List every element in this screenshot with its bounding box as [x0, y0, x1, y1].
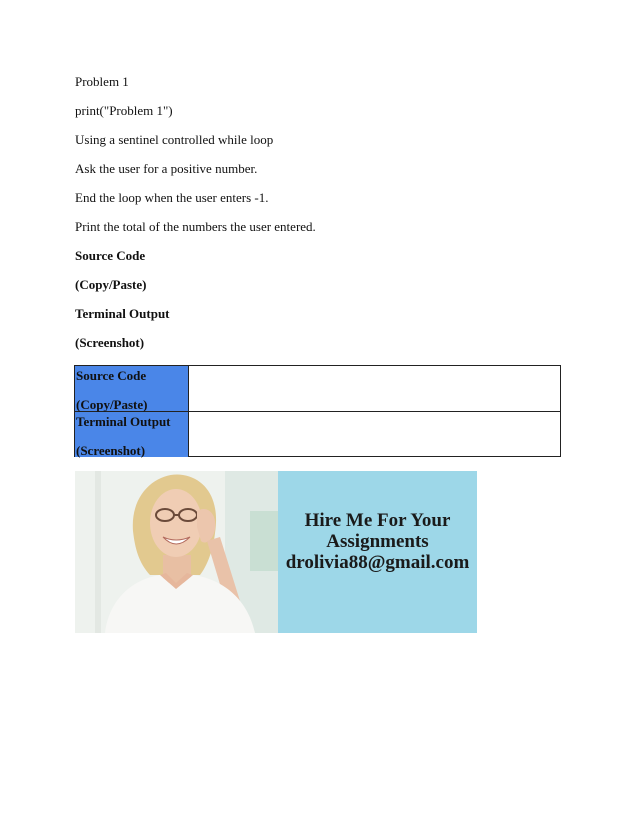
terminal-output-label: Terminal Output — [75, 306, 170, 321]
source-code-label: Source Code — [75, 248, 146, 263]
woman-illustration — [75, 471, 278, 633]
instruction-end: End the loop when the user enters -1. — [75, 190, 269, 205]
copy-paste-label: (Copy/Paste) — [75, 277, 147, 292]
table-label-title: Terminal Output — [76, 414, 171, 429]
print-statement: print("Problem 1") — [75, 103, 173, 118]
ad-line-assignments: Assignments — [326, 531, 429, 552]
table-label-title: Source Code — [76, 368, 147, 383]
table-answer-cell[interactable] — [190, 366, 560, 411]
woman-photo — [75, 471, 278, 633]
ad-text — [278, 510, 477, 573]
instruction-ask: Ask the user for a positive number. — [75, 161, 258, 176]
table-row-terminal-output — [75, 412, 560, 457]
ad-text-panel — [278, 471, 477, 633]
table-label-cell — [75, 412, 189, 457]
table-label-cell — [75, 366, 189, 411]
table-label-subtitle: (Copy/Paste) — [76, 397, 148, 412]
instruction-print: Print the total of the numbers the user entered. — [75, 219, 316, 234]
advertisement-banner — [75, 471, 477, 633]
ad-email: drolivia88@gmail.com — [285, 552, 470, 573]
problem-heading: Problem 1 — [75, 74, 129, 89]
table-row-source-code — [75, 366, 560, 412]
answer-table — [74, 365, 561, 457]
screenshot-label: (Screenshot) — [75, 335, 145, 350]
instruction-loop: Using a sentinel controlled while loop — [75, 132, 274, 147]
table-answer-cell[interactable] — [190, 412, 560, 457]
ad-line-hire: Hire Me For Your — [304, 510, 451, 531]
table-label-subtitle: (Screenshot) — [76, 443, 146, 458]
